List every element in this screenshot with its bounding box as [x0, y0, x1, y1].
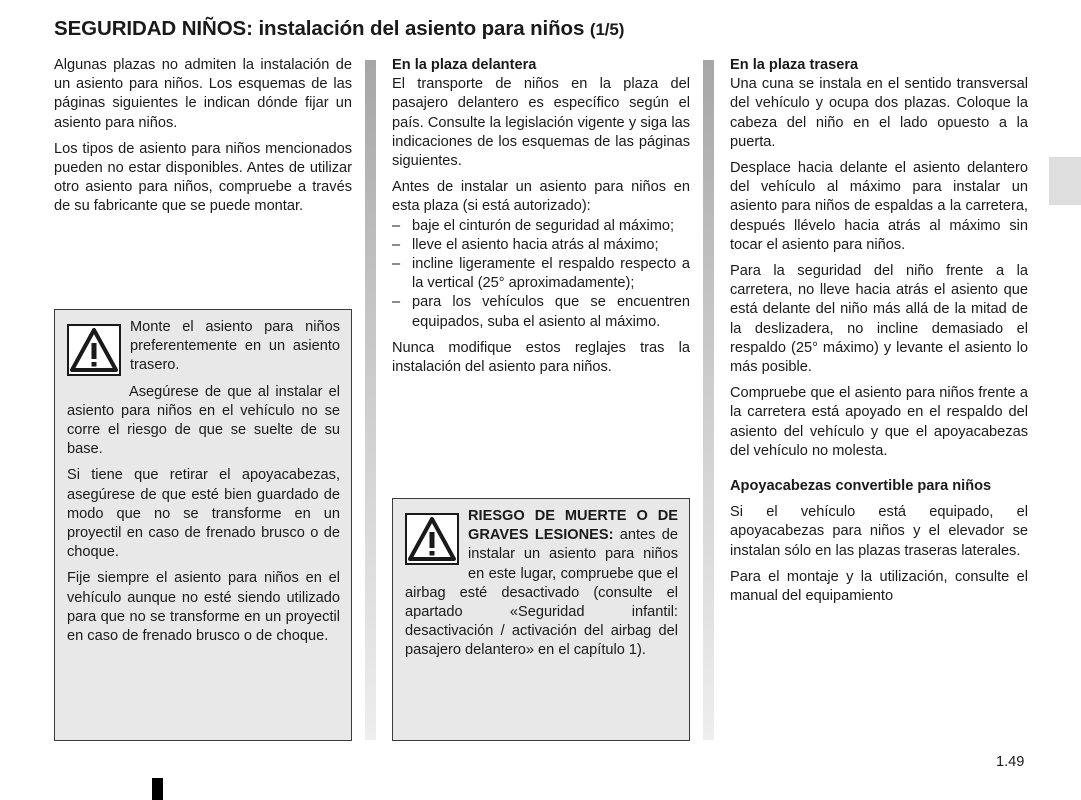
warning-box-airbag [392, 498, 690, 741]
paragraph: El transporte de niños en la plaza del pasajero delantero es específico según el país. Consulte la legislación vigente y siga las indicaciones de los esquemas de las páginas siguientes. [392, 76, 690, 170]
paragraph: Para el montaje y la utilización, consulte el manual del equipamiento [730, 568, 1028, 605]
column-separator [703, 60, 714, 740]
list-item: – para los vehículos que se encuentren equipados, suba el asiento al máximo. [392, 293, 690, 331]
paragraph: Los tipos de asiento para niños mencionados pueden no estar disponibles. Antes de utilizar otro asiento para niños, compruebe a través de su fabricante que se puede montar. [54, 140, 352, 215]
page-number: 1.49 [996, 754, 1025, 770]
paragraph: Una cuna se instala en el sentido transversal del vehículo y ocupa dos plazas. Coloque la cabeza del niño en el lado opuesto a la puerta. [730, 76, 1028, 150]
column-left [54, 56, 352, 224]
column-separator [365, 60, 376, 740]
column-right [730, 56, 1028, 613]
section-heading: En la plaza delantera [392, 57, 537, 73]
chapter-tab-marker [1049, 157, 1081, 205]
paragraph: Para la seguridad del niño frente a la carretera, no lleve hacia atrás el asiento que está delante del niño más allá de la mitad de la deslizadera, no incline demasiado el respaldo (25° máximo) y levante el asiento lo más posible. [730, 263, 1028, 376]
list-item: – lleve el asiento hacia atrás al máximo; [392, 236, 690, 255]
page-title [54, 17, 624, 41]
list-item: – baje el cinturón de seguridad al máximo; [392, 217, 690, 236]
title-part: (1/5) [589, 20, 625, 39]
section-heading: Apoyacabezas convertible para niños [730, 478, 992, 495]
column-middle [392, 56, 690, 384]
warning-text: Monte el asiento para niños preferentemente en un asiento trasero. [130, 319, 340, 374]
warning-box-rear-seat [54, 309, 352, 741]
paragraph: Si el vehículo está equipado, el apoyacabezas para niños y el elevador se instalan sólo en las plazas traseras laterales. [730, 504, 1028, 559]
warning-heading: RIESGO DE MUERTE O DE GRAVES LESIONES: [468, 508, 678, 544]
paragraph: Antes de instalar un asiento para niños en esta plaza (si está autorizado): [392, 179, 690, 215]
section-heading: En la plaza trasera [730, 57, 859, 73]
paragraph: Desplace hacia delante el asiento delantero del vehículo al máximo para instalar un asiento para niños de espaldas a la carretera, después llévelo hacia atrás al máximo sin tocar el asiento para niños. [730, 160, 1028, 253]
warning-text: Fije siempre el asiento para niños en el vehículo aunque no esté siendo utilizado para que no se transforme en un proyectil en caso de frenado brusco o de choque. [67, 570, 340, 645]
warning-triangle-icon [405, 513, 459, 565]
print-mark [152, 778, 163, 800]
paragraph: Nunca modifique estos reglajes tras la instalación del asiento para niños. [392, 339, 690, 376]
list-item: – incline ligeramente el respaldo respecto a la vertical (25° aproximadamente); [392, 255, 690, 293]
warning-text: Asegúrese de que al instalar el asiento para niños en el vehículo no se corre el riesgo de que se suelte de su base. [67, 383, 340, 458]
warning-text: antes de instalar un asiento para niños en este lugar, compruebe que el airbag esté desactivado (consulte el apartado «Seguridad infantil: desactivación / activación del airbag del pasajero delantero» en el capítulo 1). [405, 527, 678, 659]
paragraph: Algunas plazas no admiten la instalación de un asiento para niños. Los esquemas de las páginas siguientes le indican dónde fijar un asiento para niños. [54, 57, 352, 131]
paragraph: Compruebe que el asiento para niños frente a la carretera está apoyado en el respaldo del asiento del vehículo y que el apoyacabezas del vehículo no molesta. [730, 385, 1028, 459]
warning-text: Si tiene que retirar el apoyacabezas, asegúrese de que esté bien guardado de modo que no se transforme en un proyectil en caso de frenado brusco o de choque. [67, 467, 340, 561]
warning-triangle-icon [67, 324, 121, 376]
title-main: SEGURIDAD NIÑOS: instalación del asiento para niños [54, 17, 585, 40]
